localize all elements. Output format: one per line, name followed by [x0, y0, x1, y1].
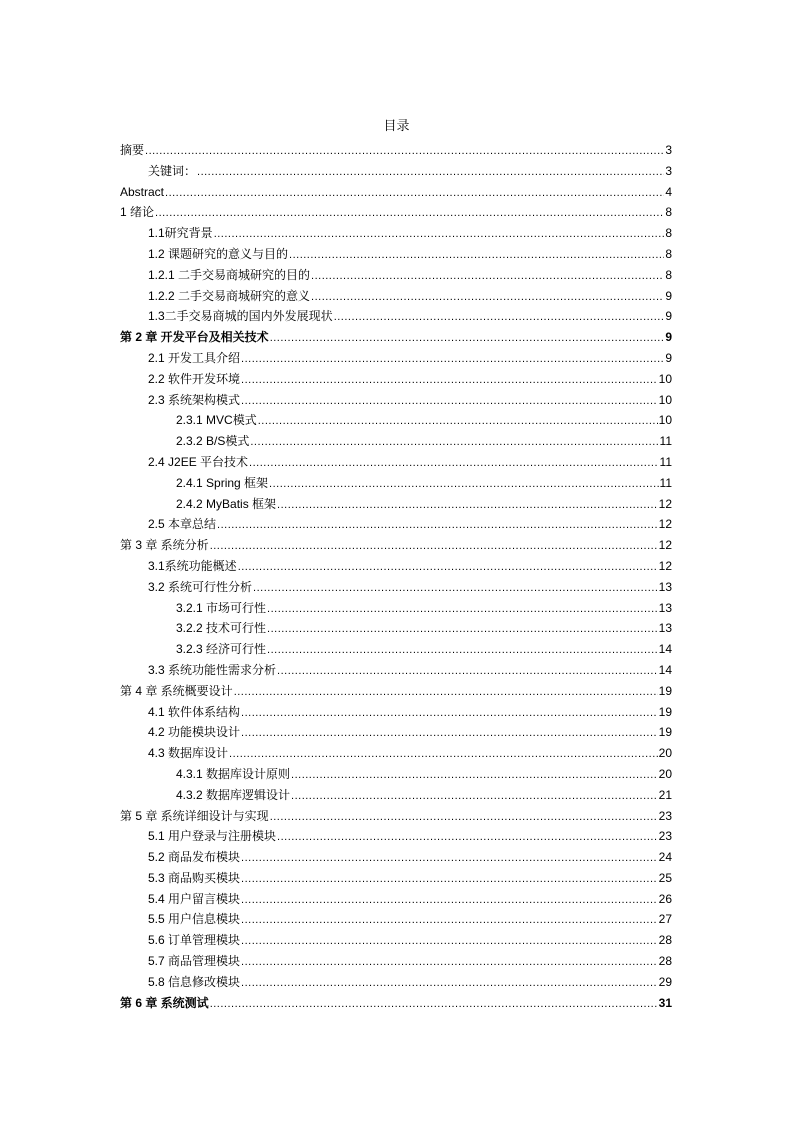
toc-entry[interactable]: [120, 286, 672, 307]
toc-entry[interactable]: [120, 618, 672, 639]
toc-leader-dots: [210, 994, 658, 1015]
toc-entry[interactable]: [120, 369, 672, 390]
toc-entry[interactable]: [120, 889, 672, 910]
toc-entry[interactable]: [120, 140, 672, 161]
toc-entry[interactable]: [120, 410, 672, 431]
toc-entry-page-number: 14: [658, 662, 672, 677]
toc-entry-label: 2.2 软件开发环境: [148, 371, 241, 386]
toc-leader-dots: [250, 432, 658, 453]
toc-entry-label: 5.3 商品购买模块: [148, 870, 241, 885]
toc-entry-label: 第 2 章 开发平台及相关技术: [120, 330, 269, 345]
toc-entry[interactable]: [120, 535, 672, 556]
toc-leader-dots: [241, 869, 658, 890]
toc-entry-page-number: 13: [658, 600, 672, 615]
toc-entry-label: 4.3.1 数据库设计原则: [176, 766, 291, 781]
toc-entry-page-number: 19: [658, 725, 672, 740]
toc-leader-dots: [270, 807, 658, 828]
toc-leader-dots: [270, 328, 665, 349]
toc-leader-dots: [291, 786, 658, 807]
toc-entry-label: 2.3 系统架构模式: [148, 392, 241, 407]
toc-entry-page-number: 11: [659, 434, 672, 449]
toc-leader-dots: [197, 162, 664, 183]
toc-leader-dots: [311, 287, 664, 308]
toc-entry[interactable]: [120, 951, 672, 972]
toc-entry-label: 第 4 章 系统概要设计: [120, 683, 233, 698]
toc-entry-page-number: 31: [658, 995, 672, 1010]
toc-entry-page-number: 13: [658, 579, 672, 594]
toc-entry[interactable]: [120, 972, 672, 993]
toc-leader-dots: [277, 661, 658, 682]
toc-entry[interactable]: [120, 743, 672, 764]
toc-entry-page-number: 19: [658, 704, 672, 719]
toc-leader-dots: [241, 723, 658, 744]
toc-leader-dots: [241, 370, 658, 391]
toc-entry-page-number: 23: [658, 808, 672, 823]
toc-entry[interactable]: [120, 306, 672, 327]
toc-entry-label: 2.4.2 MyBatis 框架: [176, 496, 277, 511]
toc-entry-page-number: 9: [665, 309, 672, 324]
toc-entry[interactable]: [120, 639, 672, 660]
toc-entry[interactable]: [120, 202, 672, 223]
toc-entry-page-number: 12: [658, 496, 672, 511]
toc-leader-dots: [267, 640, 658, 661]
toc-leader-dots: [155, 203, 664, 224]
toc-entry[interactable]: [120, 702, 672, 723]
toc-entry-page-number: 8: [665, 267, 672, 282]
toc-entry-page-number: 12: [658, 517, 672, 532]
toc-entry[interactable]: [120, 847, 672, 868]
toc-leader-dots: [229, 744, 658, 765]
toc-entry-label: 3.2 系统可行性分析: [148, 579, 253, 594]
toc-leader-dots: [241, 973, 658, 994]
toc-entry-page-number: 28: [658, 954, 672, 969]
toc-entry-label: 2.3.1 MVC模式: [176, 413, 257, 428]
toc-entry-page-number: 8: [665, 246, 672, 261]
toc-leader-dots: [234, 682, 658, 703]
toc-entry-page-number: 13: [658, 621, 672, 636]
toc-entry-page-number: 27: [658, 912, 672, 927]
toc-entry-label: 1.3二手交易商城的国内外发展现状: [148, 309, 333, 324]
toc-leader-dots: [267, 599, 658, 620]
toc-leader-dots: [210, 536, 658, 557]
toc-entry[interactable]: [120, 909, 672, 930]
toc-entry-label: 3.1系统功能概述: [148, 558, 237, 573]
toc-entry-page-number: 8: [665, 226, 672, 241]
toc-title: 目录: [383, 119, 410, 134]
toc-entry-page-number: 11: [659, 475, 672, 490]
toc-entry-label: 摘要: [120, 143, 145, 157]
toc-leader-dots: [241, 931, 658, 952]
toc-entry-label: 5.7 商品管理模块: [148, 954, 241, 969]
toc-entry-label: 2.3.2 B/S模式: [176, 434, 250, 449]
toc-entry-page-number: 4: [665, 184, 672, 199]
toc-leader-dots: [267, 619, 658, 640]
toc-entry[interactable]: [120, 577, 672, 598]
toc-entry[interactable]: [120, 826, 672, 847]
toc-entry-page-number: 28: [658, 933, 672, 948]
toc-entry[interactable]: [120, 223, 672, 244]
toc-entry-label: 4.3.2 数据库逻辑设计: [176, 787, 291, 802]
toc-entry[interactable]: [120, 806, 672, 827]
toc-entry-label: 5.2 商品发布模块: [148, 850, 241, 865]
toc-entry-label: 2.4 J2EE 平台技术: [148, 454, 249, 469]
toc-entry-label: 4.1 软件体系结构: [148, 704, 241, 719]
toc-entry[interactable]: [120, 161, 672, 182]
toc-entry[interactable]: [120, 660, 672, 681]
toc-entry-label: 5.6 订单管理模块: [148, 933, 241, 948]
toc-entry-label: 5.8 信息修改模块: [148, 974, 241, 989]
toc-leader-dots: [289, 245, 664, 266]
toc-entry-page-number: 26: [658, 891, 672, 906]
toc-entry-page-number: 3: [665, 163, 672, 178]
toc-entry[interactable]: [120, 722, 672, 743]
toc-entry[interactable]: [120, 930, 672, 951]
toc-entry-label: 5.1 用户登录与注册模块: [148, 829, 277, 844]
toc-leader-dots: [334, 307, 665, 328]
toc-entry[interactable]: [120, 598, 672, 619]
toc-leader-dots: [249, 453, 658, 474]
toc-leader-dots: [269, 474, 658, 495]
toc-entry[interactable]: [120, 265, 672, 286]
toc-entry-page-number: 9: [665, 288, 672, 303]
toc-entry[interactable]: [120, 785, 672, 806]
toc-entry-label: 1 绪论: [120, 205, 155, 220]
toc-entry-label: 第 5 章 系统详细设计与实现: [120, 808, 269, 823]
toc-leader-dots: [258, 411, 658, 432]
toc-entry-label: 2.4.1 Spring 框架: [176, 475, 269, 490]
toc-entry-page-number: 23: [658, 829, 672, 844]
toc-entry-label: 第 6 章 系统测试: [120, 995, 209, 1010]
toc-entry-label: 4.2 功能模块设计: [148, 725, 241, 740]
toc-entry-label: 1.2.1 二手交易商城研究的目的: [148, 267, 311, 282]
toc-entry-label: 4.3 数据库设计: [148, 746, 229, 761]
toc-leader-dots: [165, 183, 664, 204]
toc-entry[interactable]: [120, 993, 672, 1014]
toc-entry-page-number: 9: [665, 350, 672, 365]
toc-entry-page-number: 20: [658, 746, 672, 761]
toc-entry-page-number: 10: [658, 413, 672, 428]
toc-leader-dots: [241, 349, 664, 370]
toc-entry-label: 1.1研究背景: [148, 226, 213, 241]
toc-entry-label: 关键词：: [148, 163, 197, 178]
toc-entry[interactable]: [120, 514, 672, 535]
toc-entry-label: 5.4 用户留言模块: [148, 891, 241, 906]
toc-entry-page-number: 11: [659, 454, 672, 469]
toc-leader-dots: [241, 952, 658, 973]
toc-entry[interactable]: [120, 390, 672, 411]
toc-leader-dots: [145, 141, 664, 162]
toc-entry-label: Abstract: [120, 184, 165, 199]
toc-leader-dots: [241, 391, 658, 412]
toc-entry-page-number: 21: [658, 787, 672, 802]
toc-entry[interactable]: [120, 348, 672, 369]
toc-entry[interactable]: [120, 681, 672, 702]
toc-entry-page-number: 8: [665, 205, 672, 220]
toc-entry[interactable]: [120, 431, 672, 452]
toc-entry[interactable]: [120, 764, 672, 785]
table-of-contents: [120, 140, 672, 1013]
toc-entry[interactable]: [120, 556, 672, 577]
toc-leader-dots: [241, 910, 658, 931]
toc-entry-label: 3.2.2 技术可行性: [176, 621, 267, 636]
toc-entry-label: 3.2.3 经济可行性: [176, 642, 267, 657]
toc-entry-label: 3.3 系统功能性需求分析: [148, 662, 277, 677]
toc-entry[interactable]: [120, 327, 672, 348]
toc-entry-page-number: 29: [658, 974, 672, 989]
toc-leader-dots: [277, 827, 658, 848]
toc-entry-page-number: 19: [658, 683, 672, 698]
toc-leader-dots: [241, 890, 658, 911]
toc-entry-label: 1.2 课题研究的意义与目的: [148, 246, 289, 261]
toc-leader-dots: [291, 765, 658, 786]
toc-entry[interactable]: [120, 452, 672, 473]
toc-entry-page-number: 10: [658, 392, 672, 407]
toc-entry-label: 2.1 开发工具介绍: [148, 350, 241, 365]
toc-entry-page-number: 9: [665, 330, 672, 345]
toc-entry-page-number: 20: [658, 766, 672, 781]
toc-leader-dots: [241, 848, 658, 869]
toc-entry-label: 1.2.2 二手交易商城研究的意义: [148, 288, 311, 303]
toc-entry[interactable]: [120, 244, 672, 265]
toc-entry[interactable]: [120, 473, 672, 494]
toc-entry-page-number: 14: [658, 642, 672, 657]
toc-leader-dots: [241, 703, 658, 724]
toc-entry-page-number: 3: [665, 143, 672, 157]
toc-entry-page-number: 25: [658, 870, 672, 885]
toc-entry-page-number: 10: [658, 371, 672, 386]
toc-entry-label: 3.2.1 市场可行性: [176, 600, 267, 615]
toc-entry-label: 第 3 章 系统分析: [120, 538, 209, 553]
toc-leader-dots: [214, 224, 665, 245]
toc-entry[interactable]: [120, 182, 672, 203]
toc-entry[interactable]: [120, 868, 672, 889]
toc-entry-label: 5.5 用户信息模块: [148, 912, 241, 927]
toc-leader-dots: [217, 515, 658, 536]
toc-entry[interactable]: [120, 494, 672, 515]
toc-leader-dots: [277, 495, 658, 516]
toc-leader-dots: [238, 557, 658, 578]
toc-entry-page-number: 12: [658, 538, 672, 553]
toc-leader-dots: [311, 266, 664, 287]
toc-leader-dots: [253, 578, 658, 599]
toc-entry-page-number: 12: [658, 558, 672, 573]
toc-entry-label: 2.5 本章总结: [148, 517, 217, 532]
toc-entry-page-number: 24: [658, 850, 672, 865]
